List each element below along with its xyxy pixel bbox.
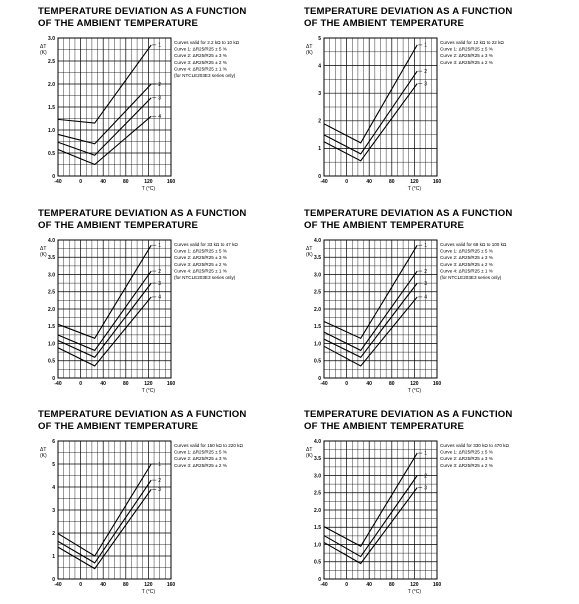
curve-number-label: 1 [158, 42, 162, 49]
x-tick-label: -40 [54, 582, 62, 588]
y-axis-unit: (K) [40, 252, 47, 258]
x-tick-label: 40 [366, 179, 372, 185]
x-tick-label: 160 [166, 582, 176, 588]
y-tick-label: 2.5 [48, 289, 55, 296]
grid [58, 240, 171, 378]
curve-number-label: 1 [424, 42, 428, 49]
y-tick-label: 1 [52, 553, 55, 560]
legend-entry: (for NTCLE203E3 series only) [440, 275, 502, 280]
curve-number-label: 4 [158, 294, 162, 301]
x-axis-label: T (°C) [407, 388, 422, 394]
y-tick-label: 0 [318, 576, 321, 583]
x-tick-label: -40 [320, 381, 328, 387]
legend-entry: Curve 2: ΔR25/R25 ± 3 % [174, 255, 227, 261]
curve-number-label: 2 [158, 268, 162, 275]
x-tick-label: 0 [345, 381, 348, 387]
y-tick-label: 4.0 [314, 438, 321, 445]
y-axis-unit: (K) [306, 453, 313, 459]
x-tick-label: 0 [79, 179, 82, 185]
curve-number-label: 1 [158, 242, 162, 249]
y-tick-label: 2.5 [48, 58, 55, 65]
chart-title-line1: TEMPERATURE DEVIATION AS A FUNCTION [38, 409, 247, 420]
legend-entry: Curve 1: ΔR25/R25 ± 5 % [440, 248, 493, 254]
x-tick-label: 120 [410, 381, 419, 387]
x-axis-label: T (°C) [141, 186, 156, 192]
curve-number-label: 3 [158, 95, 162, 102]
x-tick-label: 80 [389, 179, 395, 185]
x-tick-label: 0 [79, 381, 82, 387]
x-tick-label: 0 [345, 179, 348, 185]
x-tick-label: 40 [366, 582, 372, 588]
y-axis-unit: (K) [40, 453, 47, 459]
y-axis-label: ΔT [40, 246, 47, 252]
y-tick-label: 3 [318, 91, 321, 97]
legend-entry: Curve 3: ΔR25/R25 ± 2 % [174, 261, 227, 267]
x-tick-label: 120 [144, 381, 153, 387]
legend-entry: Curves valid for 2.2 kΩ to 10 kΩ [174, 40, 240, 45]
y-tick-label: 3.5 [48, 255, 55, 262]
x-tick-label: 120 [410, 582, 419, 588]
curve-number-label: 1 [424, 242, 428, 249]
x-tick-label: 120 [144, 582, 153, 588]
y-tick-label: 1.0 [314, 341, 321, 348]
y-tick-label: 6 [52, 438, 55, 445]
legend-entry: Curve 1: ΔR25/R25 ± 5 % [440, 46, 493, 52]
legend-entry: Curves valid for 68 kΩ to 100 kΩ [440, 242, 507, 247]
y-axis-label: ΔT [40, 44, 47, 50]
legend-entry: Curve 3: ΔR25/R25 ± 2 % [174, 59, 227, 65]
x-tick-label: 80 [389, 582, 395, 588]
panel-5 [38, 409, 308, 599]
y-tick-label: 0 [52, 173, 55, 180]
y-tick-label: 3.0 [314, 473, 321, 480]
x-tick-label: 160 [166, 179, 176, 185]
curve-number-label: 2 [424, 68, 428, 75]
y-tick-label: 0 [52, 576, 55, 583]
y-tick-label: 2 [52, 530, 55, 537]
grid [58, 38, 171, 176]
y-tick-label: 1.5 [48, 104, 55, 111]
legend-entry: Curves valid for 33 kΩ to 47 kΩ [174, 242, 238, 247]
x-tick-label: 160 [432, 179, 442, 185]
y-tick-label: 0 [318, 375, 321, 382]
chart-plot [304, 208, 574, 398]
legend-entry: Curve 2: ΔR25/R25 ± 3 % [174, 456, 227, 462]
legend-entry: Curve 3: ΔR25/R25 ± 2 % [440, 462, 493, 468]
x-axis-label: T (°C) [407, 589, 422, 595]
y-axis-unit: (K) [306, 252, 313, 258]
y-tick-label: 3.0 [314, 272, 321, 279]
legend-entry: Curve 2: ΔR25/R25 ± 3 % [174, 53, 227, 59]
chart-plot [38, 6, 308, 196]
legend-entry: Curve 1: ΔR25/R25 ± 5 % [440, 449, 493, 455]
grid [58, 441, 171, 579]
y-axis-label: ΔT [306, 44, 313, 50]
y-tick-label: 2.5 [314, 490, 321, 497]
legend-entry: (for NTCLE203E3 series only) [174, 73, 236, 78]
curve-number-label: 3 [158, 487, 162, 494]
grid [324, 441, 437, 579]
x-tick-label: -40 [54, 179, 62, 185]
chart-plot [38, 409, 308, 599]
x-tick-label: 160 [432, 381, 442, 387]
grid [324, 240, 437, 378]
curve-number-label: 1 [424, 450, 428, 457]
x-tick-label: 80 [123, 179, 129, 185]
y-tick-label: 1.0 [48, 341, 55, 348]
y-tick-label: 4.0 [314, 237, 321, 244]
y-tick-label: 3.5 [314, 456, 321, 463]
chart-title-line1: TEMPERATURE DEVIATION AS A FUNCTION [38, 6, 247, 17]
x-tick-label: 40 [100, 179, 106, 185]
y-tick-label: 2 [318, 118, 321, 125]
y-axis-unit: (K) [306, 50, 313, 56]
legend-entry: Curve 3: ΔR25/R25 ± 2 % [440, 59, 493, 65]
chart-title-line1: TEMPERATURE DEVIATION AS A FUNCTION [304, 208, 513, 219]
legend-entry: (for NTCLE203E3 series only) [174, 275, 236, 280]
legend-entry: Curve 4: ΔR25/R25 ± 1 % [174, 66, 227, 72]
legend-entry: Curve 4: ΔR25/R25 ± 1 % [174, 268, 227, 274]
y-tick-label: 3.0 [48, 272, 55, 279]
legend-entry: Curve 4: ΔR25/R25 ± 1 % [440, 268, 493, 274]
grid [324, 38, 437, 176]
y-tick-label: 2.0 [48, 306, 55, 313]
legend-entry: Curve 3: ΔR25/R25 ± 2 % [440, 261, 493, 267]
chart-title-line1: TEMPERATURE DEVIATION AS A FUNCTION [304, 6, 513, 17]
y-tick-label: 2.0 [314, 306, 321, 313]
chart-plot [304, 6, 574, 196]
y-tick-label: 4.0 [48, 237, 55, 244]
y-tick-label: 0 [318, 173, 321, 180]
chart-plot [38, 208, 308, 398]
y-tick-label: 1 [318, 146, 321, 153]
legend-entry: Curves valid for 12 kΩ to 22 kΩ [440, 40, 504, 45]
legend-entry: Curve 1: ΔR25/R25 ± 5 % [174, 248, 227, 254]
y-axis-label: ΔT [306, 447, 313, 453]
panel-1 [38, 6, 308, 196]
curve-number-label: 3 [424, 280, 428, 287]
chart-title-line2: OF THE AMBIENT TEMPERATURE [38, 220, 199, 231]
x-tick-label: 120 [144, 179, 153, 185]
curve-number-label: 2 [158, 81, 162, 88]
chart-title-line1: TEMPERATURE DEVIATION AS A FUNCTION [304, 409, 513, 420]
panel-6 [304, 409, 574, 599]
curve-number-label: 4 [158, 114, 162, 120]
y-axis-unit: (K) [40, 50, 47, 56]
x-tick-label: -40 [320, 179, 328, 185]
y-tick-label: 1.0 [314, 542, 321, 549]
y-tick-label: 3.5 [314, 255, 321, 262]
legend-entry: Curves valid for 150 kΩ to 220 kΩ [174, 443, 243, 448]
panel-4 [304, 208, 574, 398]
y-tick-label: 0 [52, 375, 55, 382]
x-tick-label: -40 [54, 381, 62, 387]
curve-number-label: 1 [158, 461, 162, 468]
y-tick-label: 1.5 [314, 525, 321, 532]
chart-title-line1: TEMPERATURE DEVIATION AS A FUNCTION [38, 208, 247, 219]
legend-entry: Curve 2: ΔR25/R25 ± 3 % [440, 456, 493, 462]
y-tick-label: 3.0 [48, 35, 55, 42]
x-tick-label: 80 [123, 381, 129, 387]
y-tick-label: 2.0 [314, 507, 321, 514]
chart-title-line2: OF THE AMBIENT TEMPERATURE [304, 421, 465, 432]
chart-title-line2: OF THE AMBIENT TEMPERATURE [304, 220, 465, 231]
x-tick-label: 40 [100, 582, 106, 588]
x-tick-label: -40 [320, 582, 328, 588]
x-tick-label: 160 [166, 381, 176, 387]
x-tick-label: 0 [79, 582, 82, 588]
y-tick-label: 4 [318, 63, 321, 70]
x-tick-label: 0 [345, 582, 348, 588]
curve-number-label: 3 [424, 485, 428, 492]
y-tick-label: 1.5 [314, 324, 321, 331]
x-tick-label: 40 [100, 381, 106, 387]
y-tick-label: 2.5 [314, 289, 321, 296]
y-tick-label: 2.0 [48, 81, 55, 88]
curve-number-label: 2 [424, 473, 428, 480]
y-tick-label: 5 [52, 461, 55, 468]
chart-title-line2: OF THE AMBIENT TEMPERATURE [304, 18, 465, 29]
panel-2 [304, 6, 574, 196]
x-tick-label: 80 [389, 381, 395, 387]
x-tick-label: 120 [410, 179, 419, 185]
y-tick-label: 3 [52, 507, 55, 514]
x-axis-label: T (°C) [141, 589, 156, 595]
panel-3 [38, 208, 308, 398]
y-tick-label: 1.5 [48, 324, 55, 331]
y-tick-label: 1.0 [48, 127, 55, 134]
y-tick-label: 4 [52, 484, 55, 491]
x-tick-label: 80 [123, 582, 129, 588]
chart-title-line2: OF THE AMBIENT TEMPERATURE [38, 421, 199, 432]
y-axis-label: ΔT [306, 246, 313, 252]
legend-entry: Curve 2: ΔR25/R25 ± 3 % [440, 255, 493, 261]
x-axis-label: T (°C) [141, 388, 156, 394]
curve-number-label: 3 [158, 280, 162, 287]
y-tick-label: 0.5 [48, 358, 55, 365]
y-tick-label: 5 [318, 35, 321, 42]
curve-number-label: 4 [424, 294, 428, 301]
y-tick-label: 0.5 [314, 559, 321, 566]
x-tick-label: 160 [432, 582, 442, 588]
y-tick-label: 0.5 [314, 358, 321, 365]
legend-entry: Curve 1: ΔR25/R25 ± 5 % [174, 449, 227, 455]
y-axis-label: ΔT [40, 447, 47, 453]
chart-plot [304, 409, 574, 599]
curve-number-label: 3 [424, 81, 428, 88]
legend-entry: Curve 3: ΔR25/R25 ± 2 % [174, 462, 227, 468]
legend-entry: Curves valid for 330 kΩ to 470 kΩ [440, 443, 509, 448]
x-axis-label: T (°C) [407, 186, 422, 192]
curve-number-label: 2 [158, 477, 162, 484]
legend-entry: Curve 2: ΔR25/R25 ± 3 % [440, 53, 493, 59]
chart-title-line2: OF THE AMBIENT TEMPERATURE [38, 18, 199, 29]
legend-entry: Curve 1: ΔR25/R25 ± 5 % [174, 46, 227, 52]
x-tick-label: 40 [366, 381, 372, 387]
y-tick-label: 0.5 [48, 150, 55, 157]
curve-number-label: 2 [424, 268, 428, 275]
